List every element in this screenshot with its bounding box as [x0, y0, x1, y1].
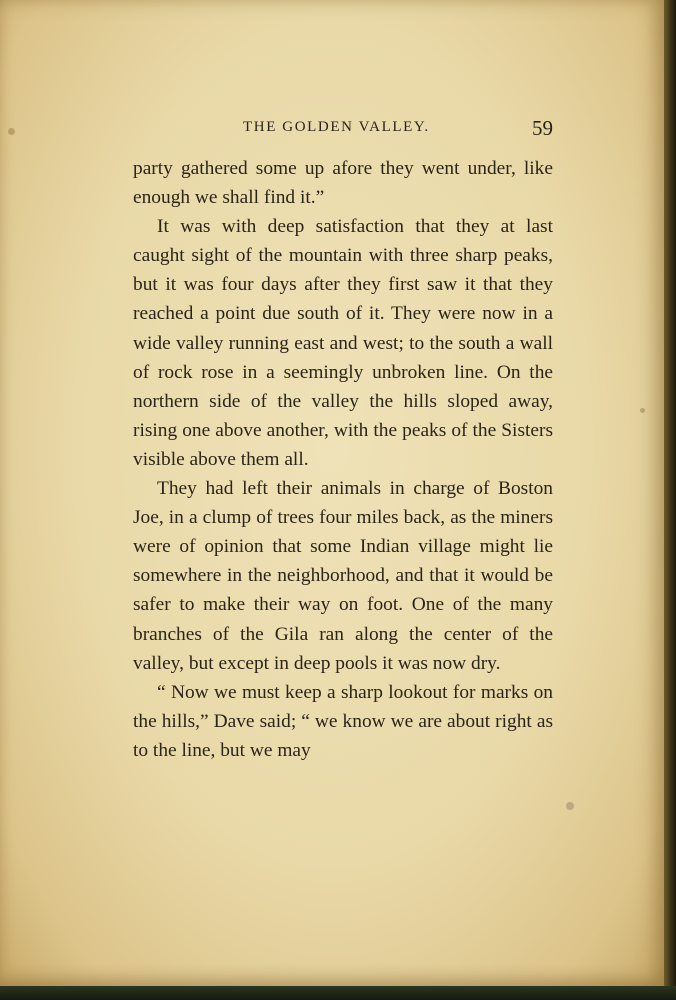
- paragraph-1: party gathered some up afore they went under, like enough we shall find it.”: [133, 158, 553, 209]
- book-spine-edge: [664, 0, 676, 1000]
- paper-blemish: [640, 408, 645, 413]
- paragraph-2: It was with deep satisfaction that they at last caught sight of the mountain with three sharp peaks, but it was four days after they first saw it that they reached a point due south of it. They were now in a wide valley running east and west; to the south a wall of rock rose in a seemingly unbroken line. On the northern side of the valley the hills sloped away, rising one above another, with the peaks of the Sisters visible above them all.: [133, 216, 553, 470]
- running-title: THE GOLDEN VALLEY.: [243, 119, 430, 135]
- running-head: [133, 116, 553, 142]
- book-bottom-edge: [0, 986, 676, 1000]
- body-text: [133, 154, 553, 765]
- paragraph-3: They had left their animals in charge of Boston Joe, in a clump of trees four miles back, as the miners were of opinion that some Indian village might lie somewhere in the neighborhood, and that it would be safer to make their way on foot. One of the many branches of the Gila ran along the center of the valley, but except in deep pools it was now dry.: [133, 478, 553, 674]
- paper-blemish: [8, 128, 15, 135]
- page-number: 59: [532, 116, 553, 140]
- paper-blemish: [566, 802, 574, 810]
- paragraph-4: “ Now we must keep a sharp lookout for marks on the hills,” Dave said; “ we know we are about right as to the line, but we may: [133, 681, 553, 761]
